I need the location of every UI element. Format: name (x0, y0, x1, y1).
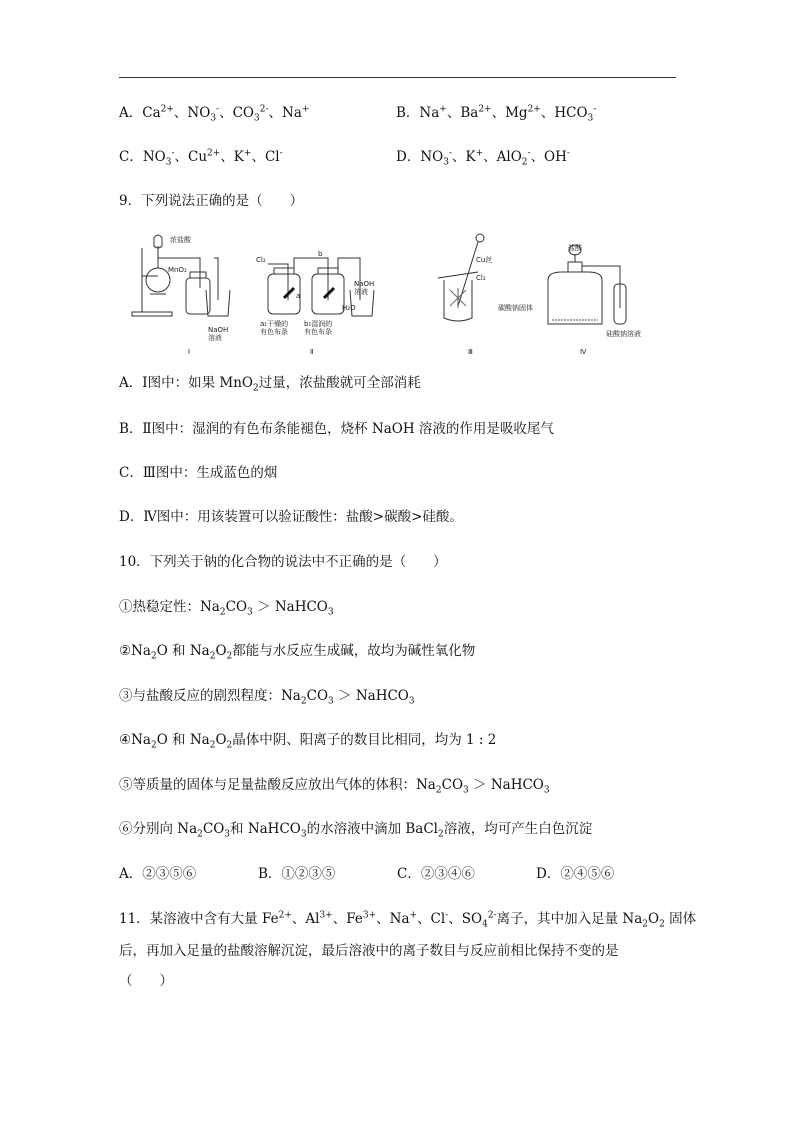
svg-text:b: b (318, 250, 323, 258)
q9-option-b: B．Ⅱ图中：湿润的有色布条能褪色，烧杯 NaOH 溶液的作用是吸收尾气 (119, 421, 554, 437)
q9-option-a: A．Ⅰ图中：如果 MnO$_2$过量，浓盐酸就可全部消耗 (119, 375, 421, 394)
q10-statement-3: ③与盐酸反应的剧烈程度：$Na_2CO_3$ ＞ NaHCO$_3$ (119, 688, 415, 707)
svg-text:Ⅲ: Ⅲ (468, 348, 473, 356)
q8-option-d: D．$NO_3^-$、K+、AlO$_2$-、OH- (396, 148, 570, 168)
svg-text:NaOH: NaOH (354, 280, 375, 288)
svg-text:b₁湿润的: b₁湿润的 (304, 320, 333, 328)
svg-text:碳酸钠固体: 碳酸钠固体 (498, 304, 533, 312)
q8-option-c: C．$NO_3^-$、$Cu^{2+}$、K+、Cl- (119, 148, 283, 168)
svg-text:H₂O: H₂O (342, 304, 356, 312)
q10-statement-5: ⑤等质量的固体与足量盐酸反应放出气体的体积：$Na_2CO_3$ ＞ NaHCO$_3$ (119, 777, 550, 796)
svg-text:Ⅳ: Ⅳ (580, 348, 587, 356)
q11-stem-line-1: 11．某溶液中含有大量 $Fe^{2+}$、$Al^{3+}$、$Fe^{3+}$、Na+、Cl-、$SO_4^{2-}$离子，其中加入足量 $Na_2O_2$ 固体 (119, 910, 697, 930)
svg-text:溶液: 溶液 (208, 334, 222, 342)
svg-text:Cl₂: Cl₂ (476, 274, 486, 282)
q10-statement-4: $④Na_2O$ 和 $Na_2O_2$晶体中阴、阳离子的数目比相同，均为 1 : 2 (119, 732, 497, 751)
svg-text:MnO₂: MnO₂ (168, 266, 187, 274)
q10-statement-6: ⑥分别向 $Na_2CO_3$和 NaHCO$_3$的水溶液中滴加 BaCl$_2$溶液，均可产生白色沉淀 (119, 821, 593, 840)
svg-text:有色布条: 有色布条 (260, 328, 288, 336)
svg-text:盐酸: 盐酸 (568, 244, 582, 252)
header-rule (119, 77, 676, 78)
fig4-acid-strength (548, 245, 626, 324)
svg-text:有色布条: 有色布条 (304, 328, 332, 336)
svg-text:Cl₂: Cl₂ (256, 256, 266, 264)
q10-stem: 10．下列关于钠的化合物的说法中不正确的是（ ） (119, 554, 447, 570)
q10-statement-1: ①热稳定性：$Na_2CO_3$ ＞ NaHCO$_3$ (119, 599, 334, 618)
q10-option-a: A．②③⑤⑥ (119, 866, 197, 882)
svg-text:NaOH: NaOH (208, 326, 229, 334)
svg-text:硅酸钠溶液: 硅酸钠溶液 (606, 330, 641, 338)
q9-option-c: C．Ⅲ图中：生成蓝色的烟 (119, 465, 278, 481)
svg-text:浓盐酸: 浓盐酸 (170, 236, 191, 244)
svg-text:Ⅰ: Ⅰ (188, 348, 191, 356)
svg-text:Cu丝: Cu丝 (476, 256, 493, 264)
fig1-chlorine-generator (132, 235, 230, 316)
q8-option-b: B．Na+、$Ba^{2+}$、$Mg^{2+}$、$HCO_3^-$ (396, 104, 597, 124)
q9-option-d: D．Ⅳ图中：用该装置可以验证酸性：盐酸>碳酸>硅酸。 (119, 509, 463, 525)
q11-stem-line-3: （ ） (119, 973, 173, 989)
q10-statement-2: $②Na_2O$ 和 $Na_2O_2$都能与水反应生成碱，故均为碱性氧化物 (119, 643, 476, 662)
q10-option-b: B．①②③⑤ (258, 866, 336, 882)
svg-text:a: a (296, 292, 301, 300)
q10-option-d: D．②④⑤⑥ (536, 866, 615, 882)
svg-text:Ⅱ: Ⅱ (310, 348, 314, 356)
q8-option-a: A．$Ca^{2+}$、$NO_3^-$、$CO_3^{2-}$、Na+ (119, 104, 310, 124)
q10-option-c: C．②③④⑥ (397, 866, 475, 882)
svg-text:溶液: 溶液 (354, 288, 368, 296)
q9-apparatus-figure (128, 228, 668, 356)
q9-stem: 9．下列说法正确的是（ ） (119, 193, 304, 209)
q11-stem-line-2: 后，再加入足量的盐酸溶解沉淀，最后溶液中的离子数目与反应前相比保持不变的是 (119, 943, 619, 959)
svg-text:a₁干燥的: a₁干燥的 (260, 320, 289, 328)
